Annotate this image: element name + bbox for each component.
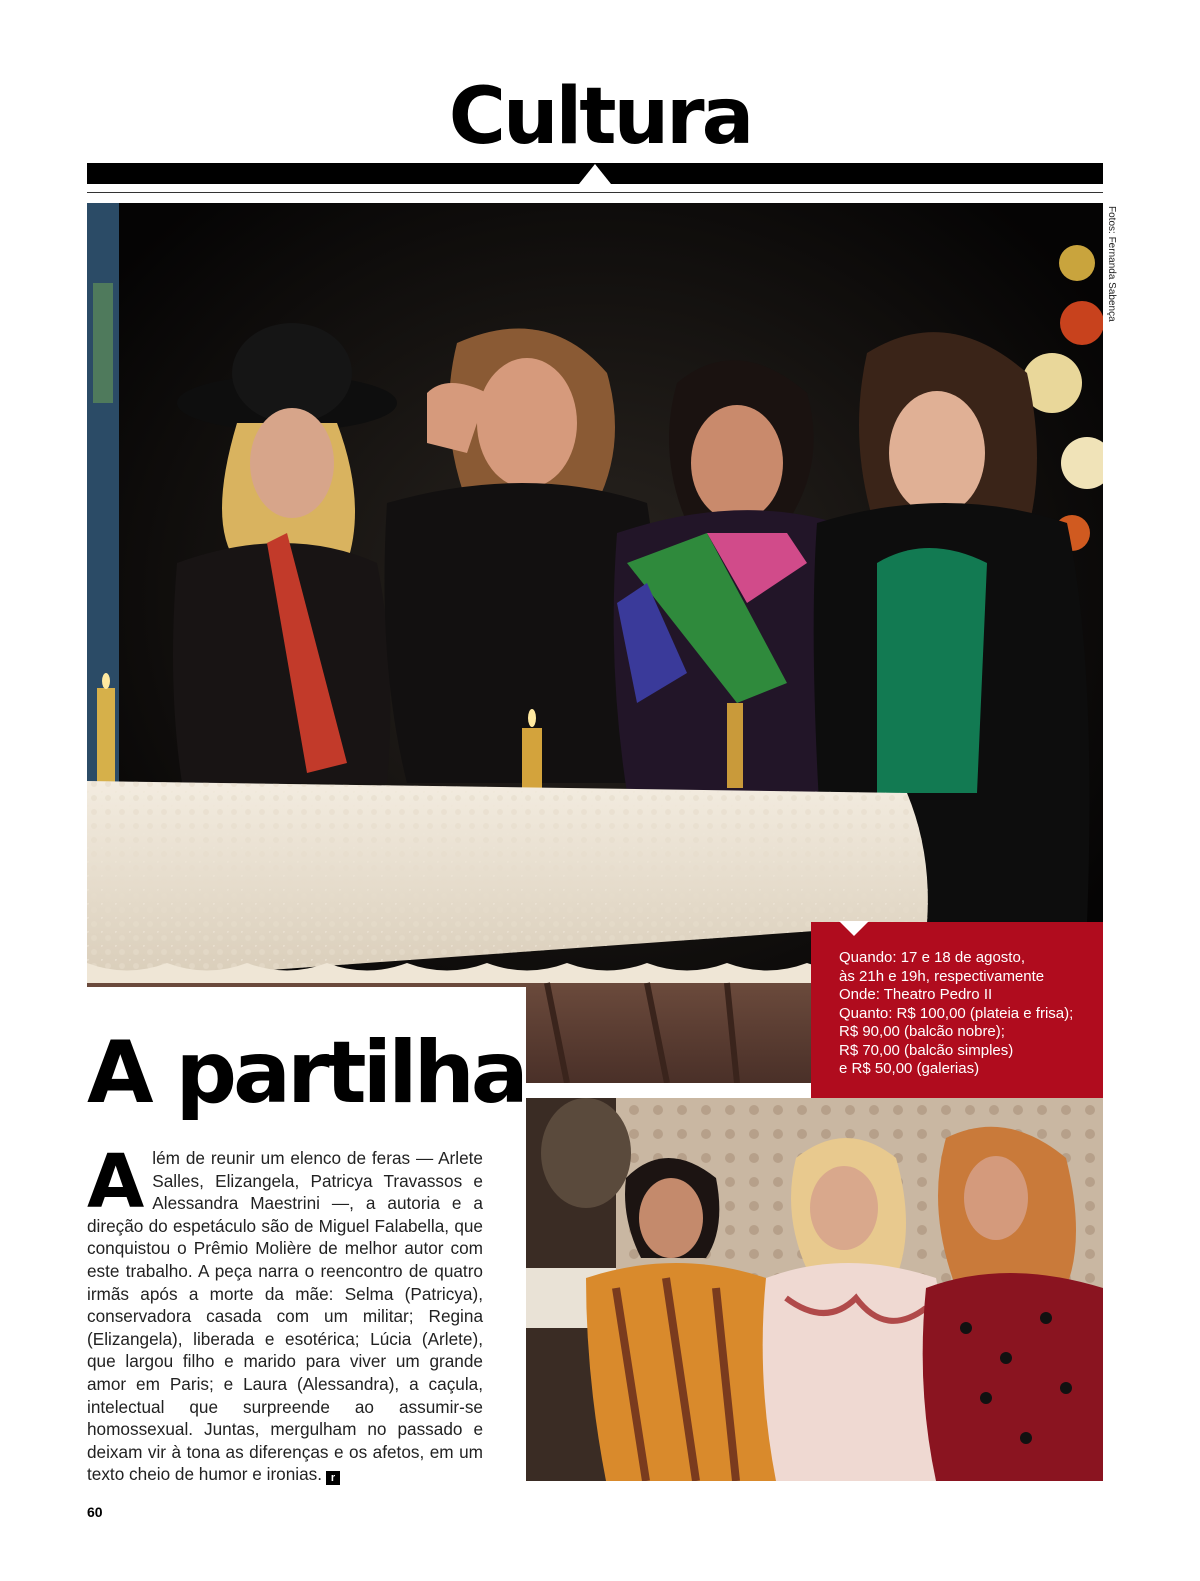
info-box-notch	[839, 921, 869, 936]
second-photo	[526, 1098, 1103, 1481]
article-headline: A partilha	[87, 1023, 525, 1123]
info-line: e R$ 50,00 (galerias)	[839, 1060, 980, 1077]
photo-credit: Fotos: Fernanda Sabença	[1106, 206, 1117, 322]
info-line: Quanto: R$ 100,00 (plateia e frisa);	[839, 1004, 1074, 1022]
info-line: às 21h e 19h, respectivamente	[839, 967, 1045, 985]
end-mark-icon: r	[326, 1471, 340, 1485]
header-thin-rule	[87, 192, 1103, 193]
info-line: R$ 70,00 (balcão simples)	[839, 1041, 1014, 1059]
section-title: Cultura	[448, 72, 752, 162]
info-line: R$ 90,00 (balcão nobre);	[839, 1023, 1005, 1040]
page-number: 60	[87, 1504, 103, 1520]
info-line: Onde: Theatro Pedro II	[839, 986, 993, 1003]
article-body-text: lém de reunir um elenco de feras — Arlete Salles, Elizangela, Patricya Travassos e Alessandra Maestrini —, a autoria e a direção do espetáculo são de Miguel Falabella, que conquistou o Prêmio Molière de melhor autor com este trabalho. A peça narra o reencontro de quatro irmãs após a morte da mãe: Selma (Patricya), conservadora casada com um militar; Regina (Elizangela), liberada e esotérica; Lúcia (Arlete), que largou filho e marido para viver um grande amor em Paris; e Laura (Alessandra), a caçula, intelectual que surpreende ao assumir-se homossexual. Juntas, mergulham no passado e deixam vir à tona as diferenças e os afetos, em um texto cheio de humor e ironias.	[87, 1148, 483, 1485]
drop-cap: A	[87, 1139, 145, 1225]
info-line: Quando: 17 e 18 de agosto,	[839, 949, 1025, 966]
article-body	[87, 1139, 483, 1486]
event-info-box	[811, 922, 1103, 1098]
header-rule-notch	[579, 164, 611, 184]
